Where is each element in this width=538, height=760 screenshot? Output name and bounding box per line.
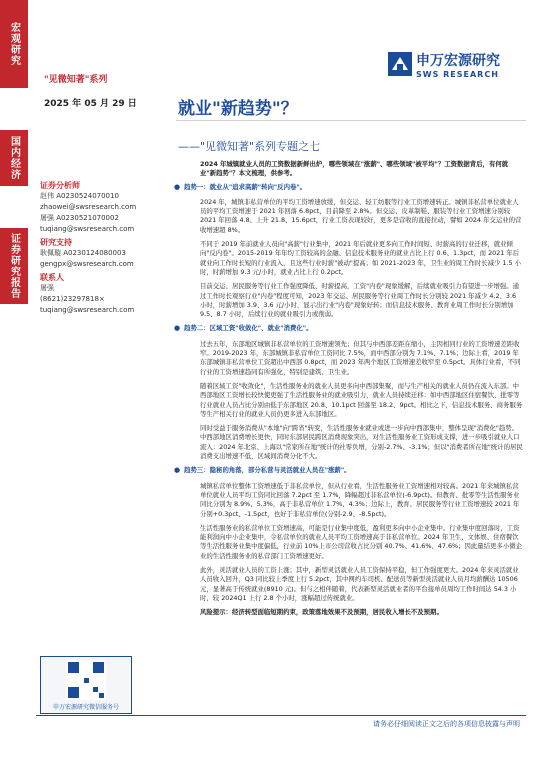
- support-1-email[interactable]: gengpx@swsresearch.com: [40, 260, 134, 268]
- logo-name-cn: 申万宏源研究: [416, 53, 500, 69]
- trend-1-heading: [174, 183, 524, 192]
- sidebar: [0, 0, 28, 760]
- support-heading: 研究支持: [40, 238, 72, 247]
- company-logo: [388, 48, 506, 88]
- trend-2-paragraph-1: 过去五年，东部地区城镇非私营单位的工资增速领先；但其与中西部差距在缩小，主因相同行业的工资增速差距收窄。2019-2023 年，东部城镇非私营单位工资同比 7.5%，而中西部分别为 7.1%、7.1%；边际上看，2019 年东部城镇非私营单位工资超出中西部 0.8pct，而 2023 年两个地区工资增速差收窄至 0.5pct。具体行业看，不同行业的工资增速趋同有所强化，特别是建筑、卫生业。: [200, 339, 521, 376]
- trend-2-paragraph-2: 随着区域工资"收敛化"，生活性服务业的就业人员更多向中西部集聚，而与生产相关的就业人员仍在流入东部。中西部地区工资增长较快使更强了生活性服务业的就业吸引力，就业人员持续迁移：如中西部地区住宿餐饮、批零等行业就业人员占比分别由低于东部地区 20.8、10.1pct 回落至 18.2、9pct。相比之下，信息技术服务、商务服务等生产相关行业的就业人员仍更多进入东部地区。: [200, 381, 523, 418]
- trend-3-paragraph-1: 城镇私营单位整体工资增速低于非私营单位，但从行业看，生活性服务业工资增速相对较高。2021 年来城镇私营单位就业人员平均工资同比回落 7.2pct 至 1.7%，降幅超过非私营单位(-6.9pct)。但教育、批零等生活性服务业同比分别为 8.9%、5.3%，高于非私营单位 1.7%、4.3%；边际上，教育、居民服务等行业工资增速较 2021 年分别+0.3pct、-1.5pct，也好于非私营单位(分别-2.9、-8.5pct)。: [200, 481, 520, 518]
- title-divider: [176, 120, 526, 121]
- trend-1-paragraph-2: 不同于 2019 年前就业人员向"高薪"行业集中，2021 年后就业更多向工作时间短、时薪高的行业迁移，就业倾向"反内卷"。2015-2019 年年均工资较高的金融、信息技术服务业的就业占比上行 0.6、1.3pct，而 2021 年后就业向工作时长短的行业流入，且这些行业时薪"被动"提高；如 2021-2023 年，卫生业的周工作时长减少 1.5 小时，时薪增加 9.3 元/小时，就业占比上行 0.2pct。: [200, 240, 522, 276]
- trend-2-heading: [174, 324, 524, 333]
- contact-phone: (8621)23297818×: [40, 295, 105, 303]
- wechat-qr-block: [40, 656, 132, 714]
- bullet-icon: ●: [174, 466, 181, 475]
- contact-heading: 联系人: [40, 273, 64, 282]
- trend-3-paragraph-2: 生活性服务业的私营单位工资增速高，可能是行业集中度低，盈利更多向中小企业集中。行业集中度回落时，工资能利润向中小企业集中，令私营单位的就业人员平均工资增速高于非私营单位。2024 年卫生、文体娱、住宿餐饮等生活性服务业集中度偏低，行业前 10%上市公司营收占比分别 40.7%、41.6%、47.6%；因此量结更多小微企业的生活性服务业的私营部门工资增速更好。: [200, 523, 523, 560]
- trend-1-label: 趋势一：就业从"追求高薪"转向"反内卷"。: [184, 182, 307, 191]
- analyst-2-email[interactable]: tuqiang@swsresearch.com: [40, 225, 135, 233]
- report-title: 就业"新趋势"？: [178, 99, 298, 119]
- analyst-1-name: 赵伟 A0230524070010: [40, 192, 119, 200]
- footer-divider: [36, 715, 526, 716]
- analyst-2-name: 屠强 A0230521070002: [40, 214, 119, 222]
- report-body: [174, 160, 524, 617]
- trend-2-label: 趋势二：区域工资"收敛化"、就业"消费化"。: [184, 324, 313, 333]
- trend-1-paragraph-1: 2024 年，城镇非私营单位的平均工资增速放缓，但交运、轻工纺服等行业工资增速转正。城镇非私营单位就业人员的平均工资增速于 2021 年回落 6.8pct，目前降至 2.8%。但交运、皮革制鞋、服装等行业工资增速分别较 2021 年回落 4.8、上升 21.8、15.6pct，行业工资表现较好，更多是营收的直接拉动，譬如 2024 年交运业的营收增速超 8%。: [200, 197, 522, 234]
- contact-name: 屠强: [40, 284, 54, 292]
- series-tag: "见微知著"系列: [44, 75, 108, 85]
- logo-mark-icon: [388, 52, 412, 76]
- trend-1-paragraph-3: 目前交运、居民服务等行业工作强度降低、时薪提高，工资"内卷"现象缓解，后续就业吸引力有望进一步增强。通过工作时长观察行业"内卷"程度可知，2023 年交运、居民服务等行业周工作时长分别较 2021 年减少 4.2、3.6 小时，时薪增加 3.9、3.6 元/小时，显示出行业"内卷"现象好转；而信息技术服务、教育业周工作时长分别增加 9.5、8.7 小时，后续行业的就业吸引力或削弱。: [200, 282, 520, 319]
- report-subtitle: ——"见微知著"系列专题之七: [178, 140, 321, 153]
- contact-email[interactable]: tuqiang@swsresearch.com: [40, 306, 135, 314]
- sidebar-tag-domestic-label: 国内经济: [8, 136, 20, 180]
- analyst-panel: [40, 178, 170, 316]
- trend-2-paragraph-3: 同时受益于服务消费从"本地"向"跨省"转变，生活性服务业就业或进一步向中西部集中，整体呈现"消费化"趋势。中西部地区消费增长更快，同时东部居民跨区消费现象突出，对生活性服务业工资形成支撑，进一步吸引就业人口流入：2024 年北京、上海以"常家所在地"统计的社零负增，分别-2.7%、-3.1%；但以"消费者所在地"统计的居民消费支出增速不低，区域间消费分化不大。: [200, 424, 523, 461]
- disclaimer-text: 请务必仔细阅读正文之后的各项信息披露与声明: [373, 720, 520, 728]
- trend-3-heading: [174, 466, 524, 475]
- sidebar-tag-macro-label: 宏观研究: [8, 22, 20, 66]
- trend-3-label: 趋势三：隐秘的角落，部分私营与灵活就业人员在"涨薪"。: [184, 466, 351, 475]
- bullet-icon: ●: [174, 324, 181, 333]
- trend-3-paragraph-3: 此外，灵活就业人员的工资上涨；其中，新型灵活就业人员工资保持平稳，但工作强度更大。2024 年来灵活就业人员收入回升，Q3 同比较上季度上行 5.2pct，其中网约车司机、配送员等新型灵活就业人员月均薪酬达 10506 元，显著高于传统就业(8910 元)。但与之相伴随着，代表新型灵活就业者的平台接单员周均工作时间达 54.3 小时，较 2024Q1 上行 2.8 个小时，涨幅超过传统就业。: [200, 565, 519, 602]
- support-1-name: 耿佩璇 A0230124080003: [40, 249, 126, 257]
- sidebar-tag-domestic: [0, 130, 28, 186]
- report-date: 2025 年 05 月 29 日: [44, 99, 137, 109]
- sidebar-tag-macro: [0, 0, 28, 88]
- analyst-heading: 证券分析师: [40, 181, 80, 190]
- intro-paragraph: 2024 年城镇就业人员的工资数据新鲜出炉，哪些领域在"涨薪"、哪些领域"被平均"？工资数据背后，有何就业"新趋势"？本文梳理，供参考。: [200, 160, 509, 178]
- analyst-1-email[interactable]: zhaowei@swsresearch.com: [40, 203, 137, 211]
- qr-caption: 申万宏源研究微信服务号: [52, 704, 119, 711]
- logo-name-en: SWS RESEARCH: [416, 70, 499, 79]
- qr-code-icon: [66, 660, 106, 700]
- bullet-icon: ●: [174, 182, 181, 191]
- sidebar-tag-report-label: 证券研究报告: [8, 233, 20, 299]
- sidebar-tag-report: [0, 228, 28, 304]
- risk-warning: 风险提示：经济转型面临短期约束，政策落地效果不及预期，居民收入增长不及预期。: [200, 608, 443, 617]
